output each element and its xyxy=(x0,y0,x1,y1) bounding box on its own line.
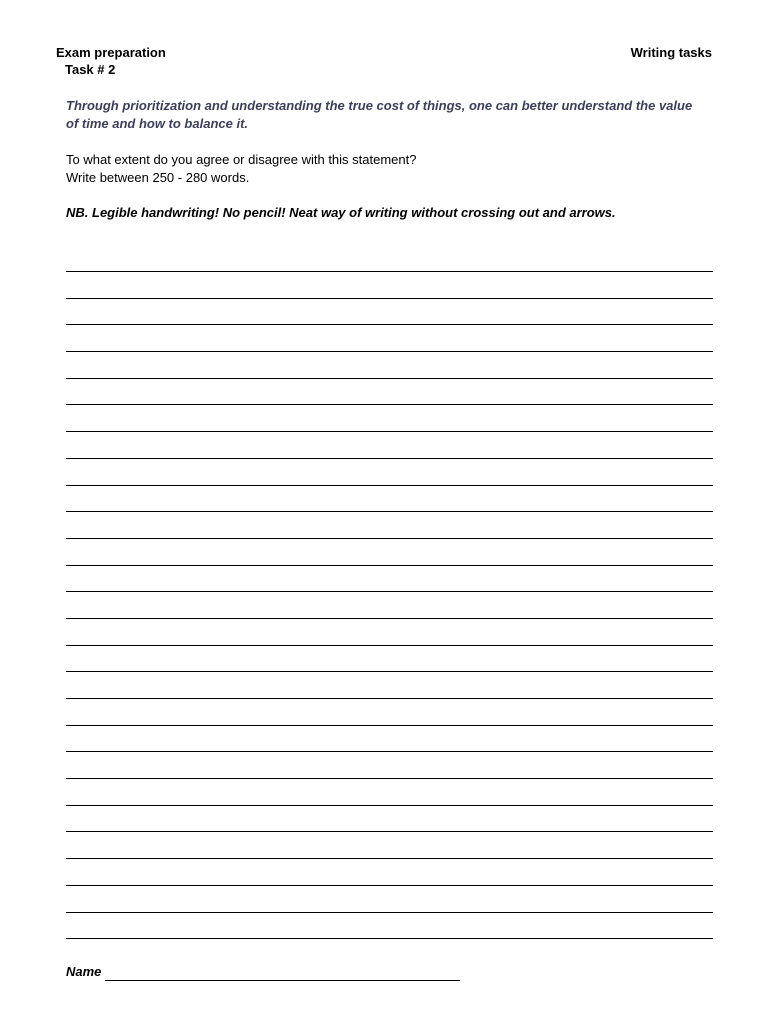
writing-line[interactable] xyxy=(66,538,713,565)
writing-line[interactable] xyxy=(66,565,713,592)
writing-line[interactable] xyxy=(66,271,713,298)
exam-preparation-title: Exam preparation xyxy=(56,45,166,60)
writing-line[interactable] xyxy=(66,858,713,885)
writing-line[interactable] xyxy=(66,778,713,805)
writing-line[interactable] xyxy=(66,404,713,431)
writing-line[interactable] xyxy=(66,751,713,778)
writing-line[interactable] xyxy=(66,511,713,538)
name-row xyxy=(66,963,460,981)
writing-line[interactable] xyxy=(66,298,713,325)
writing-line[interactable] xyxy=(66,618,713,645)
writing-line[interactable] xyxy=(66,458,713,485)
writing-line[interactable] xyxy=(66,725,713,752)
answer-writing-area[interactable] xyxy=(66,271,713,965)
header-left xyxy=(56,44,166,78)
writing-line[interactable] xyxy=(66,324,713,351)
question-text: To what extent do you agree or disagree with this statement? xyxy=(66,152,417,167)
word-limit-text: Write between 250 - 280 words. xyxy=(66,170,250,185)
writing-line[interactable] xyxy=(66,671,713,698)
name-blank-line[interactable] xyxy=(105,966,460,981)
writing-line[interactable] xyxy=(66,591,713,618)
writing-line[interactable] xyxy=(66,378,713,405)
writing-line[interactable] xyxy=(66,912,713,939)
writing-line[interactable] xyxy=(66,645,713,672)
writing-line[interactable] xyxy=(66,351,713,378)
instructions xyxy=(66,151,416,187)
writing-line[interactable] xyxy=(66,698,713,725)
writing-line[interactable] xyxy=(66,431,713,458)
writing-line[interactable] xyxy=(66,885,713,912)
essay-statement: Through prioritization and understanding the true cost of things, one can better understand the value of time and how to balance it. xyxy=(66,98,693,131)
writing-line[interactable] xyxy=(66,485,713,512)
nb-note: NB. Legible handwriting! No pencil! Neat way of writing without crossing out and arrows. xyxy=(66,205,616,220)
task-number: Task # 2 xyxy=(65,62,116,77)
writing-tasks-title: Writing tasks xyxy=(630,45,712,60)
writing-line[interactable] xyxy=(66,805,713,832)
writing-line[interactable] xyxy=(66,831,713,858)
name-label: Name xyxy=(66,964,102,979)
writing-line[interactable] xyxy=(66,938,713,965)
